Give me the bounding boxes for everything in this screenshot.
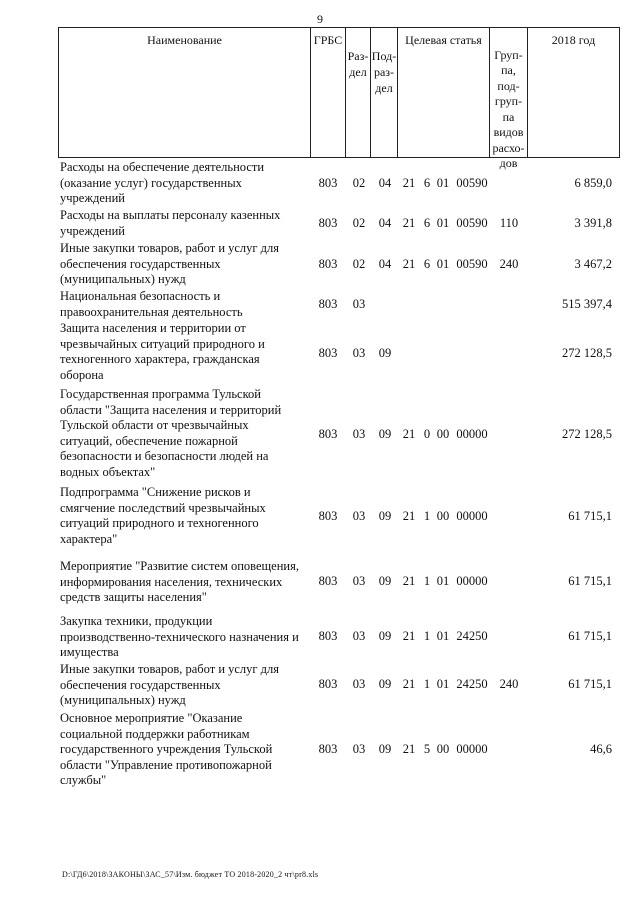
row-name: Иные закупки товаров, работ и услуг для обеспечения государственных (муниципальных) нужд bbox=[60, 662, 280, 707]
row-cs-direction: 00590 bbox=[456, 257, 488, 271]
row-amount: 6 859,0 bbox=[574, 176, 612, 190]
row-amount: 3 467,2 bbox=[574, 257, 612, 271]
row-razdel: 03 bbox=[352, 509, 366, 523]
row-podrazdel: 09 bbox=[378, 574, 392, 588]
row-amount: 61 715,1 bbox=[568, 509, 612, 523]
row-cs-event: 00 bbox=[436, 509, 450, 523]
row-cs-program: 21 bbox=[402, 629, 416, 643]
row-podrazdel: 09 bbox=[378, 509, 392, 523]
row-cs-direction: 00000 bbox=[456, 574, 488, 588]
row-cs-direction: 00000 bbox=[456, 509, 488, 523]
row-name: Национальная безопасность и правоохранительная деятельность bbox=[60, 289, 243, 319]
row-grbs: 803 bbox=[318, 629, 338, 643]
row-razdel: 03 bbox=[352, 427, 366, 441]
row-cs-program: 21 bbox=[402, 176, 416, 190]
row-cs-direction: 24250 bbox=[456, 629, 488, 643]
row-amount: 61 715,1 bbox=[568, 574, 612, 588]
row-cs-event: 01 bbox=[436, 677, 450, 691]
row-name: Иные закупки товаров, работ и услуг для обеспечения государственных (муниципальных) нужд bbox=[60, 241, 280, 286]
row-grbs: 803 bbox=[318, 216, 338, 230]
row-amount: 272 128,5 bbox=[562, 427, 612, 441]
row-cs-event: 00 bbox=[436, 742, 450, 756]
header-grbs-label: ГРБС bbox=[313, 33, 343, 47]
row-cs-subprogram: 6 bbox=[423, 216, 431, 230]
header-name bbox=[58, 27, 311, 158]
row-podrazdel: 09 bbox=[378, 427, 392, 441]
row-razdel: 03 bbox=[352, 677, 366, 691]
header-razdel bbox=[345, 27, 371, 158]
row-amount: 61 715,1 bbox=[568, 629, 612, 643]
row-cs-subprogram: 0 bbox=[423, 427, 431, 441]
row-cs-direction: 00590 bbox=[456, 216, 488, 230]
row-cs-event: 00 bbox=[436, 427, 450, 441]
row-amount: 46,6 bbox=[590, 742, 612, 756]
row-amount: 61 715,1 bbox=[568, 677, 612, 691]
row-grbs: 803 bbox=[318, 574, 338, 588]
row-razdel: 02 bbox=[352, 257, 366, 271]
row-cs-program: 21 bbox=[402, 509, 416, 523]
row-amount: 272 128,5 bbox=[562, 346, 612, 360]
row-cs-direction: 00000 bbox=[456, 742, 488, 756]
row-grbs: 803 bbox=[318, 677, 338, 691]
row-amount: 3 391,8 bbox=[574, 216, 612, 230]
row-name: Защита населения и территории от чрезвычайных ситуаций природного и техногенного характера, гражданская оборона bbox=[60, 321, 265, 382]
row-cs-subprogram: 1 bbox=[423, 509, 431, 523]
row-cs-event: 01 bbox=[436, 574, 450, 588]
header-year bbox=[527, 27, 620, 158]
row-podrazdel: 04 bbox=[378, 216, 392, 230]
header-group-label: Груп- па, под- груп- па видов расхо- дов bbox=[492, 47, 525, 170]
row-cs-program: 21 bbox=[402, 427, 416, 441]
row-grbs: 803 bbox=[318, 346, 338, 360]
row-vr: 240 bbox=[499, 677, 519, 691]
row-amount: 515 397,4 bbox=[562, 297, 612, 311]
row-cs-event: 01 bbox=[436, 629, 450, 643]
row-razdel: 03 bbox=[352, 574, 366, 588]
row-grbs: 803 bbox=[318, 176, 338, 190]
row-name: Государственная программа Тульской области "Защита населения и территорий Тульской области от чрезвычайных ситуаций, обеспечение пожарной безопасности и безопасности людей на водных объектах" bbox=[60, 387, 282, 479]
row-name: Мероприятие "Развитие систем оповещения, информирования населения, технических средств защиты населения" bbox=[60, 559, 299, 604]
header-grbs bbox=[310, 27, 346, 158]
row-cs-program: 21 bbox=[402, 574, 416, 588]
file-path-footer: D:\ГД6\2018\ЗАКОНЫ\ЗАС_57\Изм. бюджет ТО 2018-2020_2 чт\pr8.xls bbox=[62, 870, 319, 879]
row-cs-direction: 00000 bbox=[456, 427, 488, 441]
row-razdel: 03 bbox=[352, 346, 366, 360]
row-podrazdel: 09 bbox=[378, 629, 392, 643]
row-cs-subprogram: 5 bbox=[423, 742, 431, 756]
row-name: Основное мероприятие "Оказание социальной поддержки работникам государственного учреждения Тульской области "Управление противопожарной службы" bbox=[60, 711, 273, 787]
row-cs-program: 21 bbox=[402, 742, 416, 756]
header-target bbox=[397, 27, 490, 158]
row-razdel: 03 bbox=[352, 297, 366, 311]
header-group bbox=[489, 27, 528, 170]
row-vr: 110 bbox=[499, 216, 519, 230]
row-podrazdel: 09 bbox=[378, 742, 392, 756]
row-cs-program: 21 bbox=[402, 677, 416, 691]
row-grbs: 803 bbox=[318, 257, 338, 271]
row-grbs: 803 bbox=[318, 742, 338, 756]
row-cs-subprogram: 1 bbox=[423, 629, 431, 643]
header-razdel-label: Раз- дел bbox=[347, 49, 369, 79]
row-cs-direction: 24250 bbox=[456, 677, 488, 691]
row-podrazdel: 04 bbox=[378, 176, 392, 190]
row-vr: 240 bbox=[499, 257, 519, 271]
header-year-label: 2018 год bbox=[551, 33, 596, 47]
row-razdel: 02 bbox=[352, 216, 366, 230]
row-cs-event: 01 bbox=[436, 257, 450, 271]
row-grbs: 803 bbox=[318, 297, 338, 311]
row-razdel: 03 bbox=[352, 629, 366, 643]
row-razdel: 02 bbox=[352, 176, 366, 190]
row-razdel: 03 bbox=[352, 742, 366, 756]
row-grbs: 803 bbox=[318, 427, 338, 441]
row-cs-program: 21 bbox=[402, 216, 416, 230]
row-cs-subprogram: 1 bbox=[423, 677, 431, 691]
row-cs-event: 01 bbox=[436, 176, 450, 190]
row-name: Подпрограмма "Снижение рисков и смягчение последствий чрезвычайных ситуаций природного и техногенного характера" bbox=[60, 485, 266, 546]
header-podrazdel-label: Под- раз- дел bbox=[371, 49, 397, 95]
row-podrazdel: 09 bbox=[378, 346, 392, 360]
row-cs-event: 01 bbox=[436, 216, 450, 230]
row-podrazdel: 09 bbox=[378, 677, 392, 691]
row-name: Расходы на выплаты персоналу казенных учреждений bbox=[60, 208, 281, 238]
page-number: 9 bbox=[317, 12, 323, 26]
row-cs-subprogram: 6 bbox=[423, 257, 431, 271]
row-podrazdel: 04 bbox=[378, 257, 392, 271]
row-cs-subprogram: 6 bbox=[423, 176, 431, 190]
row-grbs: 803 bbox=[318, 509, 338, 523]
row-name: Закупка техники, продукции производственно-технического назначения и имущества bbox=[60, 614, 299, 659]
header-target-label: Целевая статья bbox=[405, 33, 482, 47]
row-cs-direction: 00590 bbox=[456, 176, 488, 190]
row-name: Расходы на обеспечение деятельности (оказание услуг) государственных учреждений bbox=[60, 160, 265, 205]
header-name-label: Наименование bbox=[147, 33, 222, 47]
header-podrazdel bbox=[370, 27, 398, 158]
row-cs-program: 21 bbox=[402, 257, 416, 271]
row-cs-subprogram: 1 bbox=[423, 574, 431, 588]
